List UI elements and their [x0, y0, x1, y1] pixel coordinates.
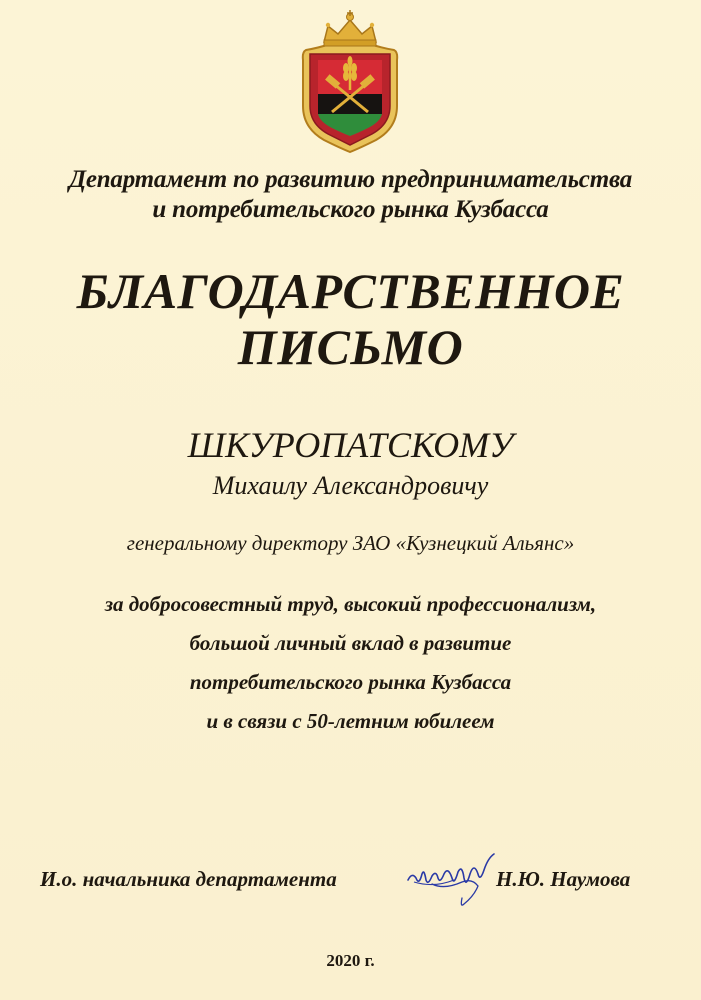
recipient-position: генеральному директору ЗАО «Кузнецкий Альянс» — [126, 531, 575, 555]
handwritten-signature — [404, 850, 510, 910]
reason-line: и в связи с 50-летним юбилеем — [206, 709, 495, 733]
reason-line: за добросовестный труд, высокий профессионализм, — [104, 592, 597, 616]
recipient-given-names: Михаилу Александровичу — [212, 471, 489, 500]
department-name-line-1: Департамент по развитию предпринимательства — [68, 166, 633, 193]
letter-title-line-2: ПИСЬМО — [237, 319, 464, 375]
coat-of-arms-icon — [296, 8, 404, 154]
letter-year: 2020 г. — [326, 951, 375, 970]
reason-line: большой личный вклад в развитие — [189, 631, 512, 655]
signatory-title: И.о. начальника департамента — [40, 867, 337, 891]
letter-title-line-1: БЛАГОДАРСТВЕННОЕ — [76, 263, 625, 319]
department-name-line-2: и потребительского рынка Кузбасса — [152, 196, 549, 223]
reason-line: потребительского рынка Кузбасса — [189, 670, 512, 694]
signatory-name: Н.Ю. Наумова — [496, 867, 631, 891]
recipient-surname: ШКУРОПАТСКОМУ — [187, 425, 514, 465]
